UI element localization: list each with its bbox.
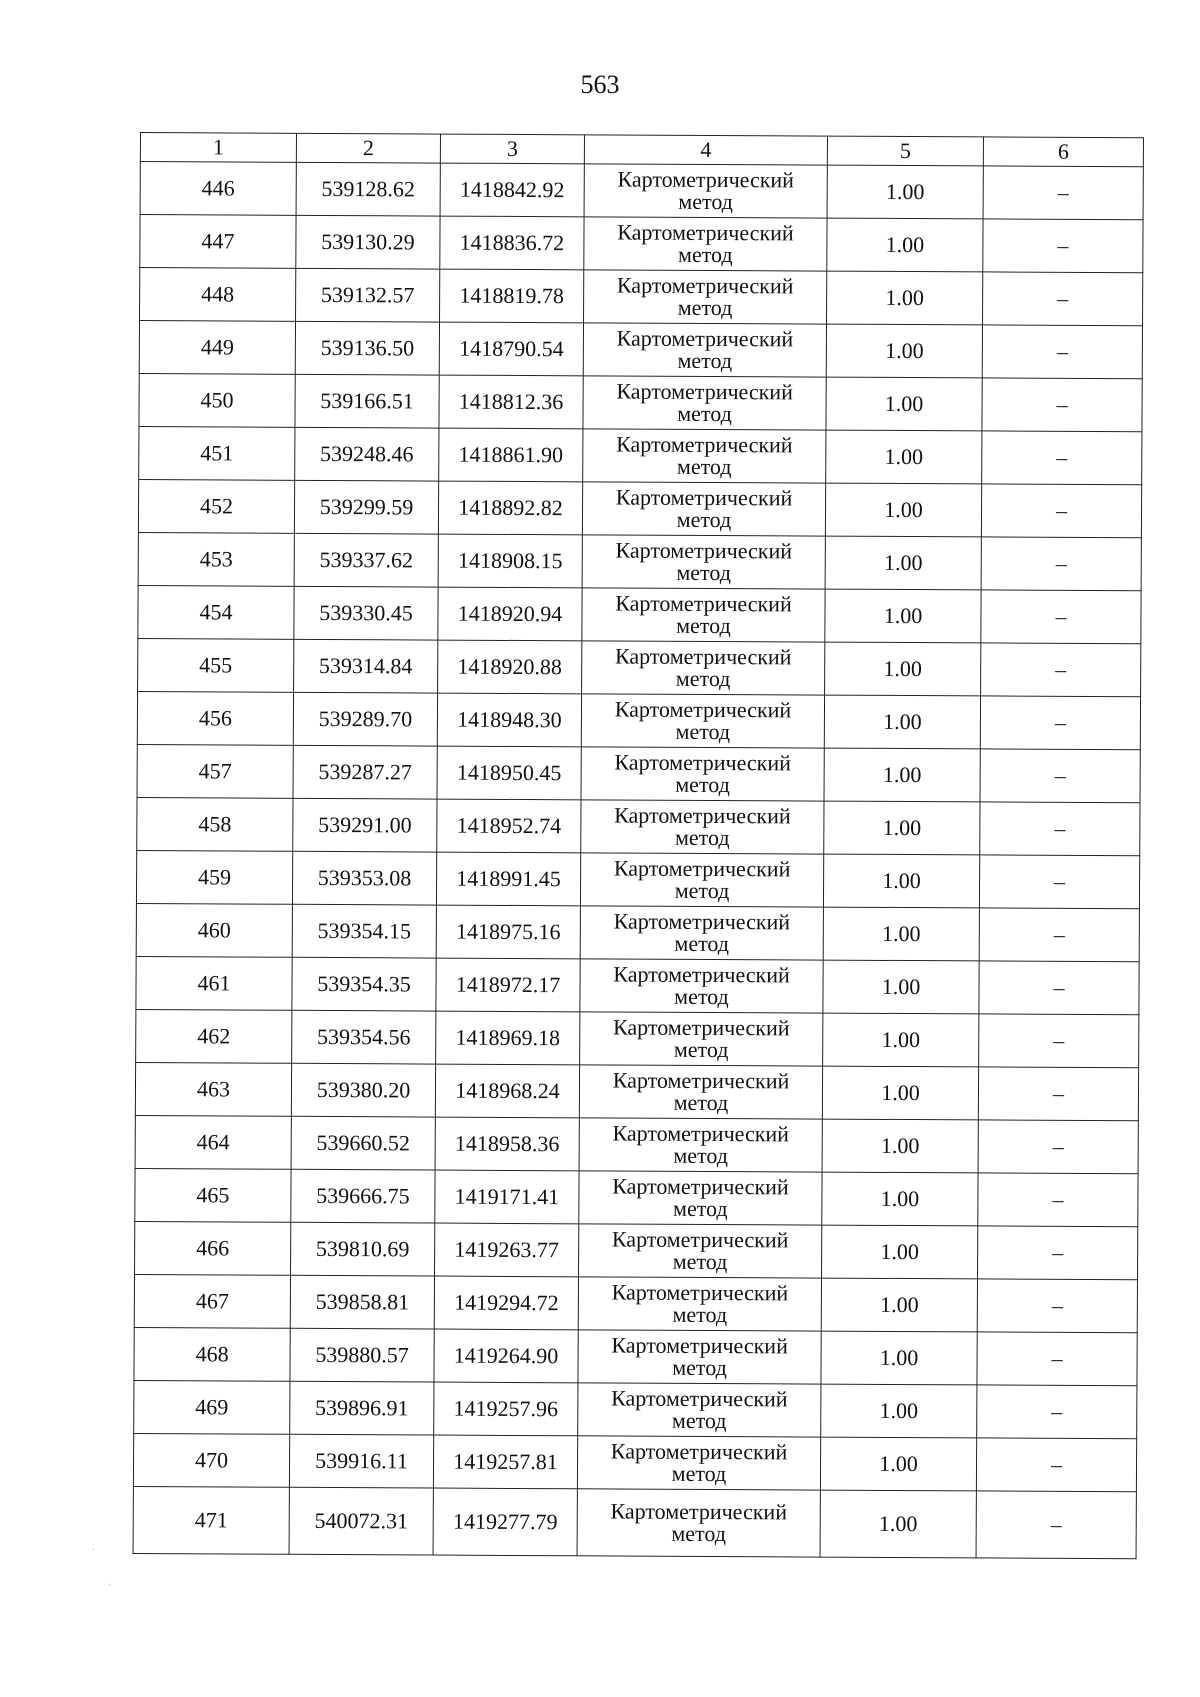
- y-coordinate-cell: 1418968.24: [435, 1064, 579, 1118]
- method-line1: Картометрический: [613, 855, 791, 882]
- table-row: [136, 956, 1139, 1014]
- method-line1: Картометрический: [614, 643, 792, 670]
- x-coordinate-cell: 539810.69: [291, 1222, 435, 1276]
- method-line2: метод: [673, 1089, 729, 1116]
- method-line1: Картометрический: [613, 1014, 790, 1041]
- accuracy-cell: 1.00: [822, 1172, 978, 1226]
- accuracy-cell: 1.00: [820, 1490, 976, 1558]
- note-cell: –: [982, 378, 1142, 432]
- note-cell: –: [982, 431, 1142, 485]
- point-number-cell: 448: [140, 268, 296, 322]
- y-coordinate-cell: 1418950.45: [437, 746, 581, 800]
- accuracy-cell: 1.00: [826, 377, 982, 431]
- table-row: [134, 1274, 1137, 1332]
- method-line2: метод: [673, 1195, 728, 1222]
- accuracy-cell: 1.00: [823, 960, 979, 1014]
- y-coordinate-cell: 1418819.78: [440, 269, 584, 323]
- method-line2: метод: [675, 771, 730, 798]
- note-cell: –: [978, 1067, 1138, 1121]
- table-row: [134, 1380, 1137, 1438]
- method-cell: [583, 429, 826, 483]
- note-cell: –: [977, 1279, 1137, 1333]
- accuracy-cell: 1.00: [824, 695, 980, 749]
- x-coordinate-cell: 539291.00: [293, 798, 437, 852]
- method-cell: [584, 270, 827, 324]
- accuracy-cell: 1.00: [825, 642, 981, 696]
- method-line2: метод: [677, 347, 733, 374]
- method-cell: [580, 1012, 823, 1066]
- method-cell: [582, 535, 825, 589]
- method-line1: Картометрический: [612, 1067, 790, 1094]
- y-coordinate-cell: 1418972.17: [436, 958, 580, 1012]
- point-number-cell: 447: [140, 215, 296, 269]
- point-number-cell: 467: [134, 1274, 290, 1328]
- note-cell: –: [983, 272, 1143, 326]
- table-row: [139, 321, 1142, 379]
- x-coordinate-cell: 539337.62: [294, 533, 438, 587]
- note-cell: –: [977, 1385, 1137, 1439]
- method-line2: метод: [674, 877, 730, 904]
- method-line1: Картометрический: [615, 537, 793, 564]
- y-coordinate-cell: 1419171.41: [435, 1170, 579, 1224]
- y-coordinate-cell: 1418842.92: [440, 163, 584, 217]
- accuracy-cell: 1.00: [823, 854, 979, 908]
- method-cell: [580, 959, 823, 1013]
- point-number-cell: 451: [139, 426, 295, 480]
- accuracy-cell: 1.00: [826, 430, 982, 484]
- table-row: [139, 373, 1142, 431]
- method-line2: метод: [672, 1354, 727, 1381]
- y-coordinate-cell: 1419257.96: [434, 1382, 578, 1436]
- method-line2: метод: [676, 506, 732, 533]
- x-coordinate-cell: 539289.70: [293, 692, 437, 746]
- point-number-cell: 471: [133, 1486, 289, 1554]
- point-number-cell: 463: [135, 1062, 291, 1116]
- table-row: [137, 691, 1140, 749]
- method-line1: Картометрический: [612, 1173, 789, 1200]
- accuracy-cell: 1.00: [825, 536, 981, 590]
- point-number-cell: 446: [140, 162, 296, 216]
- note-cell: –: [978, 1226, 1138, 1280]
- table-row: [136, 1009, 1139, 1067]
- accuracy-cell: 1.00: [823, 1013, 979, 1067]
- point-number-cell: 453: [138, 532, 294, 586]
- y-coordinate-cell: 1418969.18: [436, 1011, 580, 1065]
- y-coordinate-cell: 1419277.79: [433, 1488, 577, 1556]
- note-cell: –: [982, 325, 1142, 379]
- note-cell: –: [976, 1438, 1136, 1492]
- accuracy-cell: 1.00: [827, 165, 983, 219]
- y-coordinate-cell: 1418861.90: [439, 428, 583, 482]
- method-line1: Картометрический: [616, 431, 793, 458]
- note-cell: –: [983, 219, 1143, 273]
- x-coordinate-cell: 539896.91: [290, 1381, 434, 1435]
- method-cell: [579, 1224, 822, 1278]
- x-coordinate-cell: 539130.29: [296, 215, 440, 269]
- method-cell: [582, 482, 825, 536]
- table-row: [136, 850, 1139, 908]
- point-number-cell: 457: [137, 744, 293, 798]
- method-cell: [579, 1171, 822, 1225]
- y-coordinate-cell: 1419264.90: [434, 1329, 578, 1383]
- column-header: 2: [296, 133, 440, 163]
- coordinates-table: [133, 132, 1144, 1559]
- method-line1: Картометрический: [617, 166, 795, 193]
- y-coordinate-cell: 1418952.74: [437, 799, 581, 853]
- method-line1: Картометрический: [613, 908, 791, 935]
- method-line2: метод: [673, 1142, 728, 1169]
- method-cell: [580, 853, 823, 907]
- note-cell: –: [980, 749, 1140, 803]
- note-cell: –: [980, 802, 1140, 856]
- method-line1: Картометрический: [616, 378, 793, 405]
- y-coordinate-cell: 1418908.15: [438, 534, 582, 588]
- x-coordinate-cell: 539880.57: [290, 1328, 434, 1382]
- method-line1: Картометрический: [611, 1385, 788, 1412]
- x-coordinate-cell: 540072.31: [289, 1487, 433, 1555]
- column-header: 3: [440, 134, 584, 164]
- x-coordinate-cell: 539166.51: [295, 374, 439, 428]
- y-coordinate-cell: 1418975.16: [436, 905, 580, 959]
- method-line2: метод: [672, 1248, 728, 1275]
- x-coordinate-cell: 539354.15: [292, 904, 436, 958]
- method-line1: Картометрический: [616, 325, 794, 352]
- method-line2: метод: [674, 930, 730, 957]
- x-coordinate-cell: 539136.50: [295, 321, 439, 375]
- accuracy-cell: 1.00: [822, 1225, 978, 1279]
- accuracy-cell: 1.00: [821, 1278, 977, 1332]
- x-coordinate-cell: 539330.45: [294, 586, 438, 640]
- column-header: 4: [584, 135, 827, 165]
- point-number-cell: 461: [136, 956, 292, 1010]
- method-line2: метод: [677, 294, 733, 321]
- table-row: [135, 1115, 1138, 1173]
- x-coordinate-cell: 539287.27: [293, 745, 437, 799]
- method-line1: Картометрический: [614, 749, 792, 776]
- note-cell: –: [978, 1173, 1138, 1227]
- method-line2: метод: [677, 400, 732, 427]
- method-line2: метод: [673, 1036, 729, 1063]
- table-row: [133, 1486, 1136, 1558]
- x-coordinate-cell: 539353.08: [292, 851, 436, 905]
- x-coordinate-cell: 539132.57: [296, 268, 440, 322]
- point-number-cell: 450: [139, 373, 295, 427]
- note-cell: –: [978, 1120, 1138, 1174]
- method-cell: [583, 323, 826, 377]
- table-row: [138, 532, 1141, 590]
- method-line2: метод: [676, 559, 732, 586]
- method-cell: [579, 1118, 822, 1172]
- method-cell: [577, 1436, 820, 1490]
- accuracy-cell: 1.00: [827, 218, 983, 272]
- table-row: [135, 1221, 1138, 1279]
- y-coordinate-cell: 1419294.72: [434, 1276, 578, 1330]
- point-number-cell: 460: [136, 903, 292, 957]
- accuracy-cell: 1.00: [821, 1384, 977, 1438]
- note-cell: –: [981, 590, 1141, 644]
- note-cell: –: [979, 961, 1139, 1015]
- point-number-cell: 458: [137, 797, 293, 851]
- note-cell: –: [981, 484, 1141, 538]
- table-row: [140, 215, 1143, 273]
- y-coordinate-cell: 1418991.45: [436, 852, 580, 906]
- method-line1: Картометрический: [610, 1438, 788, 1465]
- y-coordinate-cell: 1418920.94: [438, 587, 582, 641]
- method-line2: метод: [676, 612, 731, 639]
- method-line1: Картометрический: [615, 484, 793, 511]
- point-number-cell: 468: [134, 1327, 290, 1381]
- point-number-cell: 455: [138, 638, 294, 692]
- y-coordinate-cell: 1419263.77: [435, 1223, 579, 1277]
- note-cell: –: [979, 908, 1139, 962]
- note-cell: –: [981, 537, 1141, 591]
- table-row: [133, 1433, 1136, 1491]
- x-coordinate-cell: 539380.20: [291, 1063, 435, 1117]
- method-line1: Картометрический: [611, 1332, 788, 1359]
- y-coordinate-cell: 1418948.30: [437, 693, 581, 747]
- method-cell: [578, 1383, 821, 1437]
- method-line2: метод: [671, 1460, 727, 1487]
- method-line1: Картометрический: [612, 1120, 790, 1147]
- method-line1: Картометрический: [614, 696, 792, 723]
- table-row: [137, 797, 1140, 855]
- x-coordinate-cell: 539660.52: [291, 1116, 435, 1170]
- point-number-cell: 470: [133, 1433, 289, 1487]
- table-row: [136, 903, 1139, 961]
- method-line1: Картометрический: [610, 1498, 788, 1525]
- accuracy-cell: 1.00: [824, 801, 980, 855]
- method-cell: [584, 164, 827, 218]
- note-cell: –: [981, 643, 1141, 697]
- method-cell: [581, 694, 824, 748]
- x-coordinate-cell: 539248.46: [295, 427, 439, 481]
- table-row: [138, 585, 1141, 643]
- method-cell: [581, 747, 824, 801]
- method-line2: метод: [675, 665, 731, 692]
- y-coordinate-cell: 1418812.36: [439, 375, 583, 429]
- note-cell: –: [976, 1491, 1136, 1559]
- method-line2: метод: [675, 718, 731, 745]
- accuracy-cell: 1.00: [826, 324, 982, 378]
- method-line2: метод: [671, 1520, 727, 1547]
- x-coordinate-cell: 539299.59: [294, 480, 438, 534]
- accuracy-cell: 1.00: [823, 907, 979, 961]
- method-line2: метод: [672, 1301, 728, 1328]
- method-line2: метод: [674, 824, 730, 851]
- table-row: [134, 1327, 1137, 1385]
- table-row: [139, 426, 1142, 484]
- note-cell: –: [979, 855, 1139, 909]
- accuracy-cell: 1.00: [825, 589, 981, 643]
- y-coordinate-cell: 1418920.88: [438, 640, 582, 694]
- column-header: 6: [983, 137, 1143, 167]
- scan-artifact: ·: [108, 1580, 112, 1591]
- method-line1: Картометрический: [611, 1279, 789, 1306]
- table-row: [138, 479, 1141, 537]
- method-line1: Картометрический: [617, 219, 794, 246]
- method-line1: Картометрический: [613, 961, 790, 988]
- method-cell: [578, 1330, 821, 1384]
- table-row: [140, 162, 1143, 220]
- y-coordinate-cell: 1418892.82: [438, 481, 582, 535]
- table-row: [140, 268, 1143, 326]
- table-row: [135, 1168, 1138, 1226]
- x-coordinate-cell: 539666.75: [291, 1169, 435, 1223]
- note-cell: –: [983, 166, 1143, 220]
- point-number-cell: 454: [138, 585, 294, 639]
- method-cell: [584, 217, 827, 271]
- accuracy-cell: 1.00: [824, 748, 980, 802]
- point-number-cell: 466: [135, 1221, 291, 1275]
- method-line2: метод: [674, 983, 729, 1010]
- point-number-cell: 464: [135, 1115, 291, 1169]
- method-line2: метод: [671, 1407, 727, 1434]
- x-coordinate-cell: 539354.35: [292, 957, 436, 1011]
- method-line1: Картометрический: [614, 802, 791, 829]
- method-cell: [582, 641, 825, 695]
- note-cell: –: [980, 696, 1140, 750]
- point-number-cell: 459: [136, 850, 292, 904]
- point-number-cell: 462: [136, 1009, 292, 1063]
- column-header: 1: [140, 133, 296, 163]
- table-row: [137, 744, 1140, 802]
- accuracy-cell: 1.00: [820, 1437, 976, 1491]
- method-cell: [579, 1065, 822, 1119]
- method-cell: [577, 1489, 820, 1557]
- table-row: [138, 638, 1141, 696]
- accuracy-cell: 1.00: [825, 483, 981, 537]
- page-number: 563: [580, 70, 620, 99]
- point-number-cell: 456: [137, 691, 293, 745]
- x-coordinate-cell: 539128.62: [296, 162, 440, 216]
- accuracy-cell: 1.00: [822, 1066, 978, 1120]
- y-coordinate-cell: 1418958.36: [435, 1117, 579, 1171]
- x-coordinate-cell: 539354.56: [292, 1010, 436, 1064]
- method-cell: [580, 906, 823, 960]
- point-number-cell: 452: [138, 479, 294, 533]
- scan-artifact: ·: [92, 1545, 96, 1556]
- method-line2: метод: [678, 188, 733, 215]
- accuracy-cell: 1.00: [821, 1331, 977, 1385]
- method-cell: [581, 800, 824, 854]
- table-row: [135, 1062, 1138, 1120]
- method-cell: [583, 376, 826, 430]
- column-header: 5: [827, 136, 983, 166]
- y-coordinate-cell: 1418836.72: [440, 216, 584, 270]
- note-cell: –: [977, 1332, 1137, 1386]
- method-line1: Картометрический: [616, 272, 794, 299]
- point-number-cell: 465: [135, 1168, 291, 1222]
- method-line1: Картометрический: [611, 1226, 789, 1253]
- x-coordinate-cell: 539916.11: [289, 1434, 433, 1488]
- method-line1: Картометрический: [615, 590, 792, 617]
- y-coordinate-cell: 1418790.54: [439, 322, 583, 376]
- method-line2: метод: [678, 241, 733, 268]
- method-cell: [578, 1277, 821, 1331]
- method-cell: [582, 588, 825, 642]
- note-cell: –: [979, 1014, 1139, 1068]
- accuracy-cell: 1.00: [827, 271, 983, 325]
- table-body: [133, 162, 1143, 1559]
- method-line2: метод: [676, 453, 732, 480]
- point-number-cell: 449: [139, 321, 295, 375]
- x-coordinate-cell: 539858.81: [290, 1275, 434, 1329]
- x-coordinate-cell: 539314.84: [294, 639, 438, 693]
- point-number-cell: 469: [134, 1380, 290, 1434]
- accuracy-cell: 1.00: [822, 1119, 978, 1173]
- y-coordinate-cell: 1419257.81: [433, 1435, 577, 1489]
